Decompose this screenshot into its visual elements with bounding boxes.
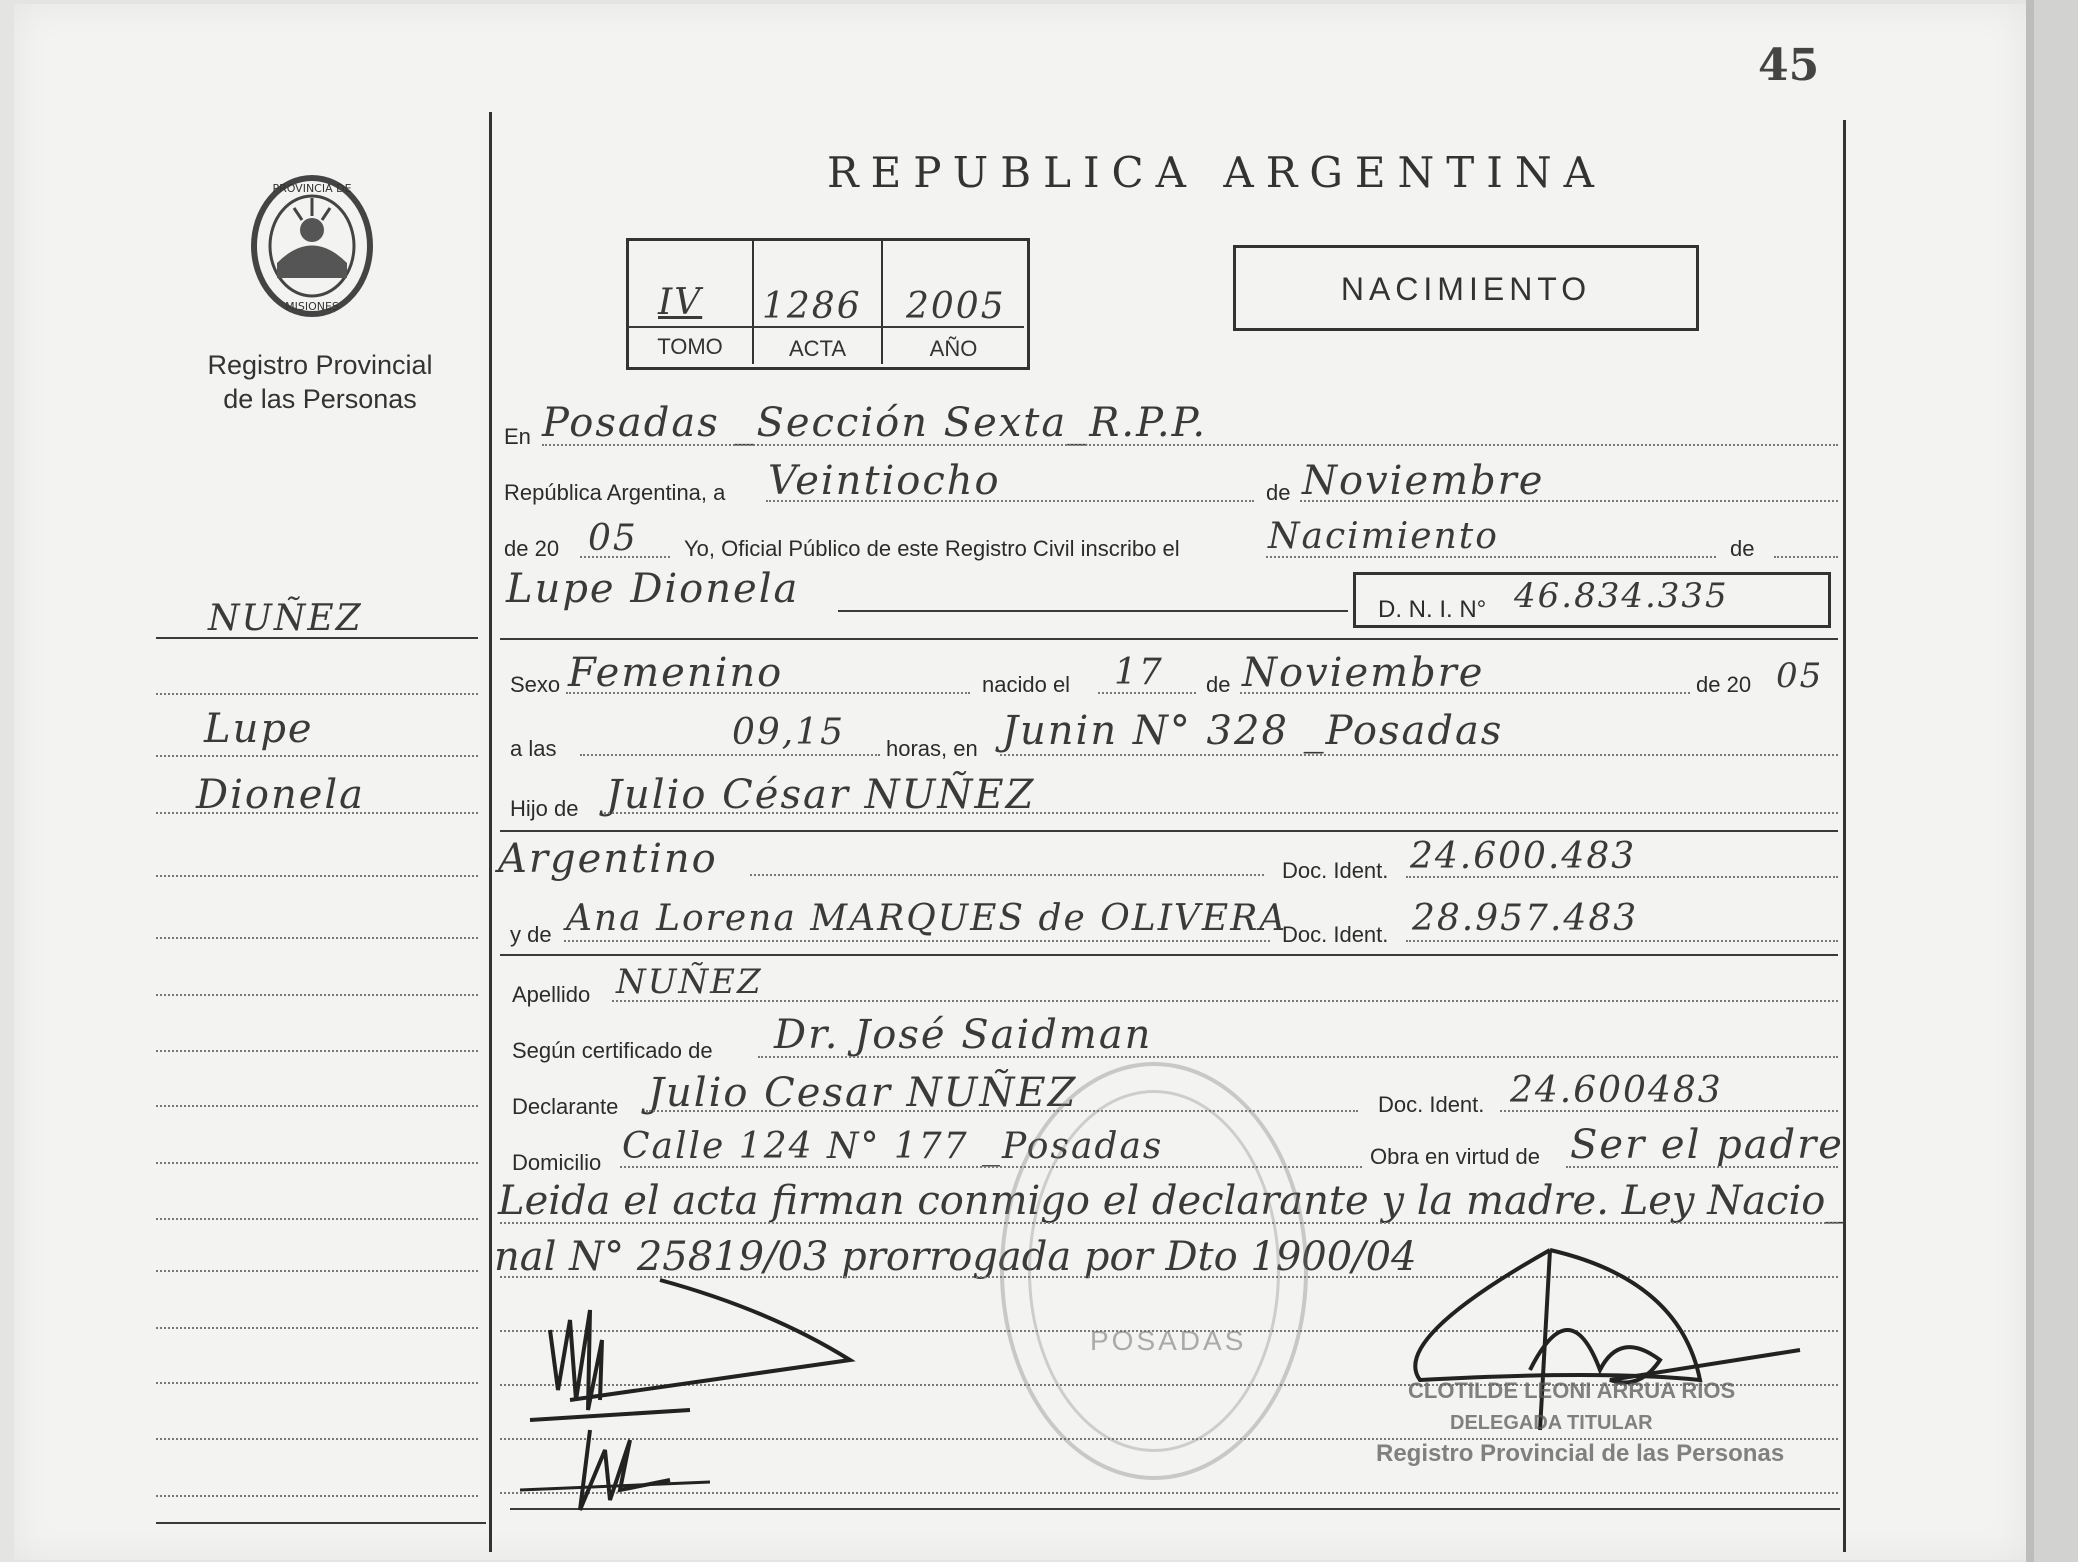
yde-label: y de <box>510 922 552 947</box>
horas-label: horas, en <box>886 736 978 761</box>
child-name: Lupe Dionela <box>506 566 800 612</box>
margin-rule <box>156 1162 478 1164</box>
de20-label: de 20 <box>1696 672 1752 697</box>
line <box>1406 876 1838 878</box>
line <box>766 500 1254 502</box>
de-label2: de <box>1730 536 1755 561</box>
acta-label: ACTA <box>788 336 847 361</box>
line <box>1240 692 1690 694</box>
line <box>1406 940 1838 942</box>
line <box>500 830 1838 832</box>
line <box>750 874 1264 876</box>
registration-day: Veintiocho <box>768 458 1001 504</box>
margin-rule <box>156 994 478 996</box>
official-office: Registro Provincial de las Personas <box>1376 1440 1785 1467</box>
stamp-text: POSADAS <box>1090 1325 1247 1356</box>
margin-rule <box>156 1382 478 1384</box>
anio-label: AÑO <box>929 336 978 361</box>
doc-label3: Doc. Ident. <box>1378 1092 1485 1117</box>
father-nationality: Argentino <box>498 836 718 882</box>
cert-value: Dr. José Saidman <box>774 1012 1153 1058</box>
obra-label: Obra en virtud de <box>1370 1144 1540 1169</box>
margin-name2: Dionela <box>196 772 366 818</box>
margin-surname: NUÑEZ <box>208 598 363 639</box>
nacido-label: nacido el <box>982 672 1071 697</box>
domicilio-value: Calle 124 N° 177 _Posadas <box>622 1126 1164 1167</box>
line <box>542 444 1838 446</box>
doc-label2: Doc. Ident. <box>1282 922 1389 947</box>
institution-name <box>180 348 460 416</box>
margin-rule <box>156 1495 478 1497</box>
line <box>604 812 1838 814</box>
dni-label: D. N. I. N° <box>1378 596 1487 623</box>
year-label: de 20 <box>504 536 560 561</box>
line <box>566 692 970 694</box>
document-title: REPUBLICA ARGENTINA <box>827 148 1606 197</box>
book-spine-edge <box>2026 0 2078 1562</box>
institution-line2: de las Personas <box>223 384 417 414</box>
sexo-value: Femenino <box>568 650 784 696</box>
birth-day: 17 <box>1114 652 1164 693</box>
cert-label: Según certificado de <box>512 1038 713 1063</box>
doc-label: Doc. Ident. <box>1282 858 1389 883</box>
dni-value: 46.834.335 <box>1514 576 1729 616</box>
institution-line1: Registro Provincial <box>207 350 433 380</box>
declarant-signature <box>510 1250 870 1530</box>
margin-rule <box>156 1050 478 1052</box>
margin-rule <box>156 875 478 877</box>
document-type: NACIMIENTO <box>1233 245 1699 331</box>
acta-value: 1286 <box>762 286 862 327</box>
margin-rule <box>156 1270 478 1272</box>
margin-rule <box>156 1327 478 1329</box>
event-type: Nacimiento <box>1268 516 1499 557</box>
line <box>1300 500 1838 502</box>
alas-label: a las <box>510 736 557 761</box>
apellido-value: NUÑEZ <box>616 962 763 1002</box>
anio-value: 2005 <box>906 286 1006 327</box>
margin-rule <box>156 937 478 939</box>
declarante-value: Julio Cesar NUÑEZ <box>648 1070 1078 1116</box>
line <box>500 954 1838 956</box>
birth-time: 09,15 <box>732 712 846 753</box>
en-label: En <box>504 424 531 449</box>
line <box>580 556 670 558</box>
line <box>564 940 1270 942</box>
line <box>1266 556 1716 558</box>
provincial-seal-icon <box>242 168 382 324</box>
official-role: DELEGADA TITULAR <box>1450 1412 1653 1434</box>
father-name: Julio César NUÑEZ <box>606 772 1036 818</box>
sidebar-divider <box>489 112 492 1552</box>
place-of-registry: Posadas _Sección Sexta_R.P.P. <box>542 400 1208 446</box>
margin-rule <box>156 1105 478 1107</box>
sexo-label: Sexo <box>510 672 561 697</box>
obra-value: Ser el padre <box>1570 1122 1844 1168</box>
birth-year: 05 <box>1776 656 1824 696</box>
line <box>1000 754 1838 756</box>
margin-name1: Lupe <box>204 706 314 752</box>
line <box>500 638 1838 640</box>
de-label: de <box>1266 480 1291 505</box>
line <box>1500 1110 1838 1112</box>
observation-line1: Leida el acta firman conmigo el declarante y la madre. Ley Nacio_ <box>498 1178 1846 1224</box>
seal-bottom-text: MISIONES <box>285 300 339 313</box>
birth-month: Noviembre <box>1242 650 1485 696</box>
margin-rule <box>156 1522 486 1524</box>
declarante-doc: 24.600483 <box>1510 1070 1723 1111</box>
declarante-label: Declarante <box>512 1094 619 1119</box>
page-number: 45 <box>1758 40 1820 91</box>
margin-rule <box>156 1218 478 1220</box>
line <box>580 754 880 756</box>
line <box>612 1000 1838 1002</box>
tomo-value: IV <box>658 282 703 323</box>
tomo-label: TOMO <box>657 334 723 359</box>
apellido-label: Apellido <box>512 982 591 1007</box>
father-doc: 24.600.483 <box>1410 836 1637 877</box>
oficial-label: Yo, Oficial Público de este Registro Civil inscribo el <box>684 536 1180 561</box>
line <box>758 1056 1838 1058</box>
registration-year: 05 <box>588 518 638 559</box>
mother-name: Ana Lorena MARQUES de OLIVERA <box>566 898 1288 939</box>
right-margin-line <box>1843 120 1846 1552</box>
hijo-label: Hijo de <box>510 796 579 821</box>
line <box>1098 692 1196 694</box>
official-name: CLOTILDE LEONI ARRUA RIOS <box>1408 1378 1736 1403</box>
margin-rule <box>156 1438 478 1440</box>
margin-rule <box>156 755 478 757</box>
margin-rule <box>156 693 478 695</box>
line <box>838 610 1348 612</box>
line <box>1566 1166 1838 1168</box>
observation-line2: nal N° 25819/03 prorrogada por Dto 1900/04 <box>494 1234 1417 1280</box>
de-label3: de <box>1206 672 1231 697</box>
seal-top-text: PROVINCIA DE <box>272 182 352 195</box>
official-stamp <box>1000 1062 1308 1480</box>
registration-month: Noviembre <box>1302 458 1545 504</box>
mother-doc: 28.957.483 <box>1412 898 1639 939</box>
domicilio-label: Domicilio <box>512 1150 602 1175</box>
birth-place: Junin N° 328 _Posadas <box>1002 708 1504 754</box>
line <box>1774 556 1838 558</box>
republica-label: República Argentina, a <box>504 480 726 505</box>
